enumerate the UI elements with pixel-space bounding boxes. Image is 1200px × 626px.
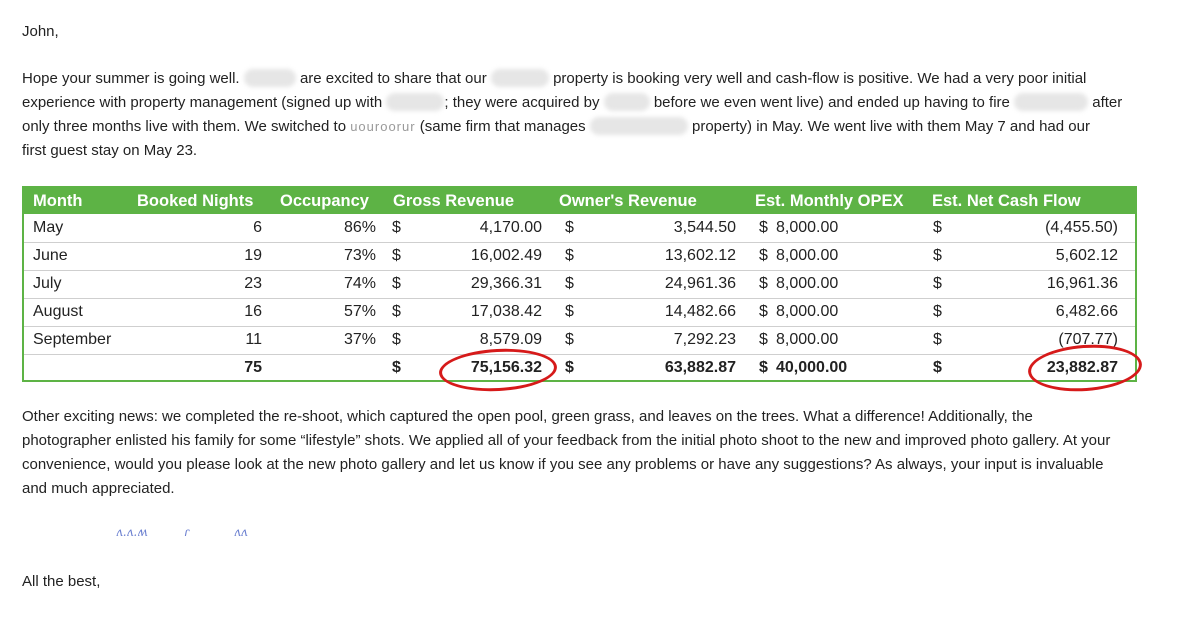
redacted-name [244, 69, 296, 87]
cell-opex: 8,000.00 [776, 219, 839, 236]
cell-opex: 8,000.00 [776, 275, 839, 292]
redacted-property [590, 117, 688, 135]
cell-net: 6,482.66 [1055, 303, 1118, 320]
cell-owner: 7,292.23 [673, 331, 736, 348]
intro-text: experience with property management (signed up with [22, 94, 383, 111]
news-text: photographer enlisted his family for some “lifestyle” shots. We applied all of your feedback from the initial photo shoot to the new and improved photo gallery. At your [22, 432, 1111, 449]
cell-gross: 29,366.31 [470, 275, 542, 292]
cell-occupancy: 73% [343, 247, 376, 264]
intro-text: only three months live with them. We switched to [22, 118, 347, 135]
table-row [24, 298, 1135, 327]
cell-gross: 4,170.00 [479, 219, 542, 236]
cell-month: August [33, 303, 83, 320]
signature-scribble: ʌ.ʌ.ʍ [116, 525, 148, 539]
cell-gross: 17,038.42 [470, 303, 542, 320]
cell-nights: 23 [244, 275, 262, 292]
redacted-company-faint: uouroorur [350, 119, 416, 134]
revenue-table [22, 186, 1137, 382]
intro-text: property is booking very well and cash-flow is positive. We had a very poor initial [553, 70, 1087, 87]
cell-month: May [33, 219, 64, 236]
redacted-company [1014, 93, 1088, 111]
table-total-row [24, 354, 1135, 382]
intro-text: (same firm that manages [419, 118, 586, 135]
header-owners-revenue: Owner's Revenue [559, 192, 697, 210]
intro-text: are excited to share that our [299, 70, 487, 87]
currency-sign: $ [392, 359, 401, 376]
cell-gross: 8,579.09 [479, 331, 542, 348]
table-row [24, 214, 1135, 243]
cell-occupancy: 74% [343, 275, 376, 292]
cell-net: (707.77) [1058, 331, 1118, 348]
cell-owner: 24,961.36 [664, 275, 736, 292]
news-text: Other exciting news: we completed the re-shoot, which captured the open pool, green grass, and leaves on the trees. What a difference! Additionally, the [22, 408, 1033, 425]
currency-sign: $ [565, 331, 574, 348]
intro-text: property) in May. We went live with them May 7 and had our [692, 118, 1090, 135]
currency-sign: $ [759, 219, 768, 236]
cell-month: September [33, 331, 112, 348]
currency-sign: $ [933, 331, 942, 348]
currency-sign: $ [759, 359, 768, 376]
news-paragraph [22, 405, 1110, 501]
cell-occupancy: 86% [343, 219, 376, 236]
cell-net: (4,455.50) [1045, 219, 1118, 236]
currency-sign: $ [933, 303, 942, 320]
cell-nights: 6 [253, 219, 262, 236]
table-row [24, 242, 1135, 271]
header-monthly-opex: Est. Monthly OPEX [755, 192, 904, 210]
currency-sign: $ [933, 247, 942, 264]
table-row [24, 326, 1135, 355]
table-row [24, 270, 1135, 299]
intro-text: ; they were acquired by [444, 94, 600, 111]
news-text: convenience, would you please look at the new photo gallery and let us know if you see any problems or have any suggestions? As always, your input is invaluable [22, 456, 1104, 473]
signature-scribble: ʌʌ [234, 525, 248, 539]
currency-sign: $ [759, 303, 768, 320]
header-occupancy: Occupancy [280, 192, 369, 210]
intro-text: Hope your summer is going well. [22, 70, 240, 87]
cell-owner: 13,602.12 [664, 247, 736, 264]
cell-nights: 11 [245, 331, 262, 348]
cell-net: 16,961.36 [1046, 275, 1118, 292]
intro-text: before we even went live) and ended up having to fire [653, 94, 1010, 111]
cell-opex: 8,000.00 [776, 303, 839, 320]
cell-gross: 16,002.49 [470, 247, 542, 264]
intro-paragraph [22, 67, 1122, 163]
currency-sign: $ [392, 247, 401, 264]
total-opex: 40,000.00 [776, 359, 848, 376]
total-gross: 75,156.32 [470, 359, 542, 376]
intro-text: first guest stay on May 23. [22, 142, 198, 159]
currency-sign: $ [392, 303, 401, 320]
cell-opex: 8,000.00 [776, 247, 839, 264]
total-net: 23,882.87 [1046, 359, 1118, 376]
cell-owner: 14,482.66 [664, 303, 736, 320]
cell-month: June [33, 247, 68, 264]
greeting: John, [22, 23, 59, 40]
header-gross-revenue: Gross Revenue [393, 192, 515, 210]
cell-nights: 19 [244, 247, 262, 264]
currency-sign: $ [933, 359, 942, 376]
currency-sign: $ [565, 359, 574, 376]
header-month: Month [33, 192, 83, 210]
redacted-company [604, 93, 650, 111]
cell-owner: 3,544.50 [673, 219, 736, 236]
cell-occupancy: 57% [343, 303, 376, 320]
currency-sign: $ [759, 331, 768, 348]
redacted-company [386, 93, 444, 111]
cell-opex: 8,000.00 [776, 331, 839, 348]
currency-sign: $ [933, 219, 942, 236]
news-text: and much appreciated. [22, 480, 175, 497]
currency-sign: $ [565, 303, 574, 320]
cell-nights: 16 [244, 303, 262, 320]
currency-sign: $ [565, 247, 574, 264]
currency-sign: $ [565, 219, 574, 236]
cell-occupancy: 37% [343, 331, 376, 348]
currency-sign: $ [759, 275, 768, 292]
total-owner: 63,882.87 [664, 359, 736, 376]
header-net-cash-flow: Est. Net Cash Flow [932, 192, 1081, 210]
currency-sign: $ [759, 247, 768, 264]
cell-net: 5,602.12 [1055, 247, 1118, 264]
header-booked-nights: Booked Nights [137, 192, 254, 210]
table-header [24, 188, 1135, 214]
currency-sign: $ [392, 219, 401, 236]
intro-text: after [1092, 94, 1123, 111]
signature-scribble: ɾ [184, 525, 190, 539]
currency-sign: $ [392, 331, 401, 348]
closing: All the best, [22, 573, 101, 590]
cell-month: July [33, 275, 62, 292]
currency-sign: $ [933, 275, 942, 292]
redacted-property [491, 69, 549, 87]
currency-sign: $ [392, 275, 401, 292]
currency-sign: $ [565, 275, 574, 292]
total-nights: 75 [244, 359, 262, 376]
